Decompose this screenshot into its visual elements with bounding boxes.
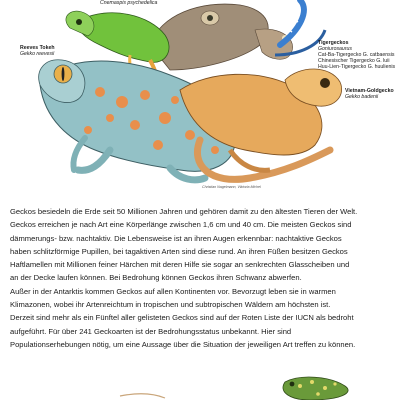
body-line: Derzeit sind mehr als ein Fünftel aller gelisteten Geckos sind auf der Roten Liste der IUCN als bedroht — [10, 313, 354, 323]
body-line: Außer in der Antarktis kommen Geckos auf allen Kontinenten vor. Bevorzugt leben sie in warmen — [10, 286, 336, 296]
gecko-illustration-drawing — [0, 0, 400, 200]
grey-gecko-drawing — [150, 4, 293, 70]
body-line: haben schlitzförmige Pupillen, bei tagaktiven Arten sind diese rund. An ihren Füßen besitzen Geckos — [10, 246, 348, 256]
tigergeckos-title: Tigergeckos — [318, 40, 349, 46]
body-line: dämmerungs- bzw. nachtaktiv. Die Lebensweise ist an ihren Augen erkennbar: nachtaktive Geckos — [10, 233, 342, 243]
body-line: aufgeführt. Für über 241 Geckoarten ist der Bedrohungsstatus unbekannt. Hier sind — [10, 326, 292, 336]
gecko-illustration — [0, 0, 400, 200]
body-line: Populationserhebungen nötig, um eine Aussage über die Situation der jeweiligen Art treffen zu können. — [10, 339, 356, 349]
bottom-gecko-illustration — [0, 372, 400, 400]
body-line: Geckos besiedeln die Erde seit 50 Millionen Jahren und gehören damit zu den ältesten Tieren der Welt. — [10, 207, 358, 216]
cnemaspis-scientific-name: Cnemaspis psychedelica — [100, 0, 158, 6]
reeves-tokeh-label — [20, 45, 55, 57]
tigergeckos-species-1: Cat-Ba-Tigergecko G. catbaensis — [318, 52, 395, 58]
body-line: Klimazonen, wobei ihr Artenreichtum in tropischen und subtropischen Wäldern am höchsten ist. — [10, 300, 331, 310]
tigergeckos-genus: Goniurosaurus — [318, 46, 353, 52]
illustration-credit: Christian Nagelmann, Viktoria Michel — [202, 185, 261, 189]
gold-gecko-common-name: Vietnam-Goldgecko — [345, 88, 394, 94]
tigergeckos-label — [318, 40, 395, 70]
bottom-gecko-drawing — [0, 372, 400, 400]
tigergeckos-species-2: Chinesischer Tigergecko G. luii — [318, 58, 390, 64]
body-line: Geckos erreichen je nach Art eine Körperlänge zwischen 1,6 cm und 40 cm. Die meisten Geckos sind — [10, 220, 352, 230]
reeves-tokeh-scientific-name: Gekko reevesii — [20, 51, 55, 57]
gold-gecko-scientific-name: Gekko badenii — [345, 94, 379, 100]
reeves-tokeh-common-name: Reeves Tokeh — [20, 45, 55, 51]
article-body — [10, 205, 394, 351]
gold-gecko-label — [345, 88, 394, 100]
body-line: an der Decke laufen können. Bei Bedrohung können Geckos ihren Schwanz abwerfen. — [10, 273, 302, 283]
tigergeckos-species-3: Huu-Lien-Tigergecko G. huulienis — [318, 64, 396, 70]
body-line: Haftlamellen mit Millionen feiner Härchen mit deren Hilfe sie sogar an senkrechten Glasscheiben und — [10, 260, 350, 270]
cnemaspis-label — [100, 0, 157, 6]
